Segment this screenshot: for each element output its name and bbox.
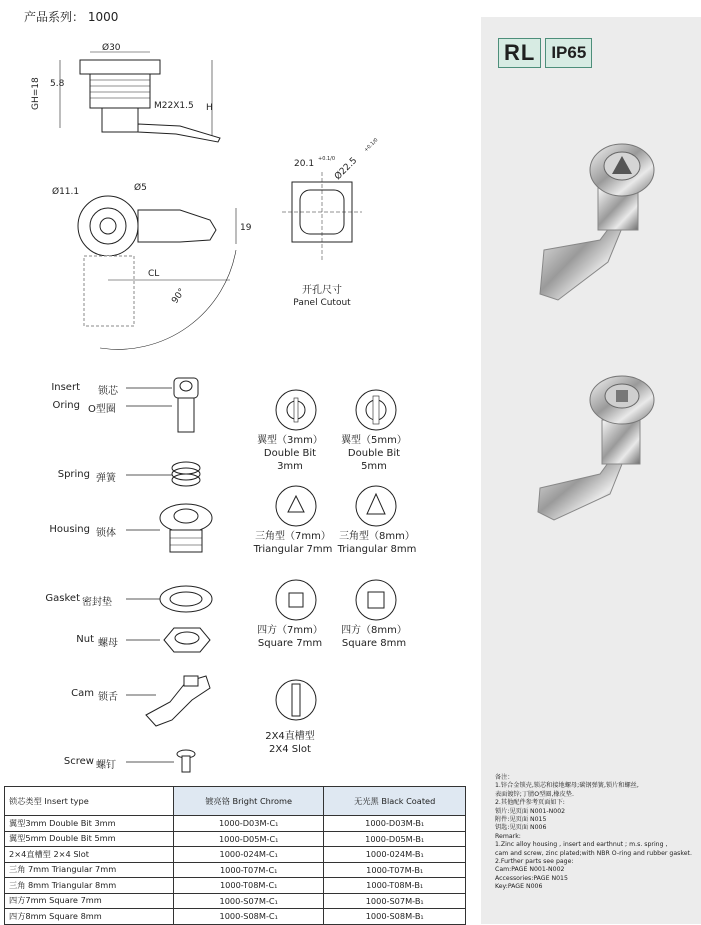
table-row [5, 893, 466, 909]
remark-line: Accessories:PAGE N015 [495, 874, 568, 882]
table-row [5, 816, 466, 832]
product-series-title: 产品系列： 1000 [24, 10, 119, 24]
product-photo-square-lock [530, 370, 670, 550]
cell-chrome-pn: 1000-S08M-C₁ [174, 909, 324, 925]
remark-line: cam and screw, zinc plated;with NBR O-ring and rubber gasket. [495, 849, 692, 857]
insert-triangular-8-cn: 三角型（8mm） [339, 531, 415, 542]
front-view-drawing [40, 180, 250, 350]
remark-line: 钥匙:见页面 N006 [495, 824, 547, 832]
part-screw-cn: 螺钉 [96, 760, 116, 771]
table-row [5, 862, 466, 878]
dim-5-8: 5.8 [50, 79, 65, 89]
remark-line: Cam:PAGE N001-N002 [495, 866, 565, 874]
remark-line: Remark: [495, 832, 521, 840]
ip65-badge: IP65 [545, 38, 592, 68]
insert-square-7-cn: 四方（7mm） [257, 625, 323, 636]
remark-line: 附件:见页面 N015 [495, 816, 547, 824]
part-housing-cn: 锁体 [96, 528, 116, 539]
part-insert-en: Insert [51, 382, 80, 393]
cell-black-pn: 1000-D03M-B₁ [324, 816, 466, 832]
insert-triangular-7-cn: 三角型（7mm） [255, 531, 331, 542]
part-nut-en: Nut [76, 634, 94, 645]
part-gasket-en: Gasket [45, 593, 80, 604]
insert-triangular-7-en: Triangular 7mm [253, 544, 333, 555]
cutout-title-en: Panel Cutout [293, 298, 351, 308]
dim-sq20-tol: +0.1/0 [318, 156, 336, 162]
cell-chrome-pn: 1000-T08M-C₁ [174, 878, 324, 894]
part-nut-cn: 螺母 [98, 638, 118, 649]
insert-square-8-en: Square 8mm [341, 638, 407, 649]
insert-slot-en: 2X4 Slot [269, 744, 311, 755]
cell-chrome-pn: 1000-S07M-C₁ [174, 893, 324, 909]
col-black-coated: 无光黑 Black Coated [324, 787, 466, 816]
part-number-table [4, 786, 466, 925]
remark-line: Key:PAGE N006 [495, 883, 543, 891]
part-oring-en: Oring [52, 400, 80, 411]
side-view-drawing [30, 40, 230, 160]
rl-badge: RL [498, 38, 541, 68]
product-photo-triangle-lock [530, 130, 670, 310]
insert-double-bit-3-en: Double Bit 3mm [263, 448, 317, 472]
cutout-title-cn: 开孔尺寸 [302, 285, 342, 296]
cell-black-pn: 1000-T07M-B₁ [324, 862, 466, 878]
remark-line: 备注： [495, 774, 514, 781]
panel-cutout-drawing [262, 137, 382, 280]
cell-black-pn: 1000-024M-B₁ [324, 847, 466, 863]
cell-chrome-pn: 1000-T07M-C₁ [174, 862, 324, 878]
part-cam-cn: 锁舌 [98, 692, 118, 703]
remark-line: 1.Zinc alloy housing , insert and earthnut ; m.s. spring , [495, 841, 668, 849]
table-row [5, 878, 466, 894]
cell-chrome-pn: 1000-024M-C₁ [174, 847, 324, 863]
remark-line: 2.其他配件参考页面如下: [495, 799, 565, 807]
dim-d5: Ø5 [134, 183, 147, 193]
cell-black-pn: 1000-S08M-B₁ [324, 909, 466, 925]
table-row [5, 909, 466, 925]
dim-19: 19 [240, 223, 252, 233]
remark-line: 锁片:见页面 N001-N002 [495, 807, 566, 815]
cell-black-pn: 1000-D05M-B₁ [324, 831, 466, 847]
remark-line: 表面镀锌;丁腈O型圈,橡皮垫. [495, 790, 574, 798]
rating-badges [498, 38, 592, 68]
dim-thread: M22X1.5 [154, 101, 194, 111]
remark-line: 1.锌合金锁壳,锁芯和接地螺母;碳钢弹簧,锁片和螺丝, [495, 782, 639, 790]
cell-chrome-pn: 1000-D05M-C₁ [174, 831, 324, 847]
cell-insert-type: 翼型5mm Double Bit 5mm [5, 831, 174, 847]
part-insert-cn: 锁芯 [98, 386, 118, 397]
cell-black-pn: 1000-S07M-B₁ [324, 893, 466, 909]
insert-double-bit-3-cn: 翼型（3mm） [257, 435, 323, 446]
cell-black-pn: 1000-T08M-B₁ [324, 878, 466, 894]
cell-insert-type: 四方7mm Square 7mm [5, 893, 174, 909]
table-header-row [5, 787, 466, 816]
part-oring-cn: O型圈 [88, 404, 116, 415]
dim-d30: Ø30 [102, 43, 121, 53]
dim-sq20: 20.1 [294, 159, 315, 169]
part-housing-en: Housing [49, 524, 90, 535]
insert-square-8-cn: 四方（8mm） [341, 625, 407, 636]
remark-line: 2.Further parts see page: [495, 858, 574, 866]
dim-d22-tol: +0.1/0 [363, 137, 380, 154]
dim-gh18: GH=18 [31, 77, 41, 110]
col-bright-chrome: 镀亮铬 Bright Chrome [174, 787, 324, 816]
dim-angle: 90° [170, 286, 188, 306]
part-gasket-cn: 密封垫 [82, 597, 112, 608]
insert-slot-cn: 2X4直槽型 [265, 731, 315, 742]
dim-d11-1: Ø11.1 [52, 187, 80, 197]
part-spring-en: Spring [57, 469, 90, 480]
part-spring-cn: 弹簧 [96, 473, 116, 484]
cell-insert-type: 三角 8mm Triangular 8mm [5, 878, 174, 894]
col-insert-type: 锁芯类型 Insert type [5, 787, 174, 816]
dim-cl: CL [148, 269, 160, 279]
cell-insert-type: 翼型3mm Double Bit 3mm [5, 816, 174, 832]
insert-double-bit-5-cn: 翼型（5mm） [341, 435, 407, 446]
table-row [5, 847, 466, 863]
part-screw-en: Screw [63, 756, 94, 767]
insert-triangular-8-en: Triangular 8mm [337, 544, 417, 555]
cell-insert-type: 四方8mm Square 8mm [5, 909, 174, 925]
cell-insert-type: 2×4直槽型 2×4 Slot [5, 847, 174, 863]
part-cam-en: Cam [71, 688, 94, 699]
remark-block [495, 774, 695, 892]
exploded-parts-drawing [126, 370, 236, 780]
cell-chrome-pn: 1000-D03M-C₁ [174, 816, 324, 832]
dim-d22: Ø22.5 [333, 155, 360, 183]
insert-square-7-en: Square 7mm [257, 638, 323, 649]
cell-insert-type: 三角 7mm Triangular 7mm [5, 862, 174, 878]
insert-double-bit-5-en: Double Bit 5mm [347, 448, 401, 472]
dim-h: H [206, 103, 213, 113]
table-row [5, 831, 466, 847]
